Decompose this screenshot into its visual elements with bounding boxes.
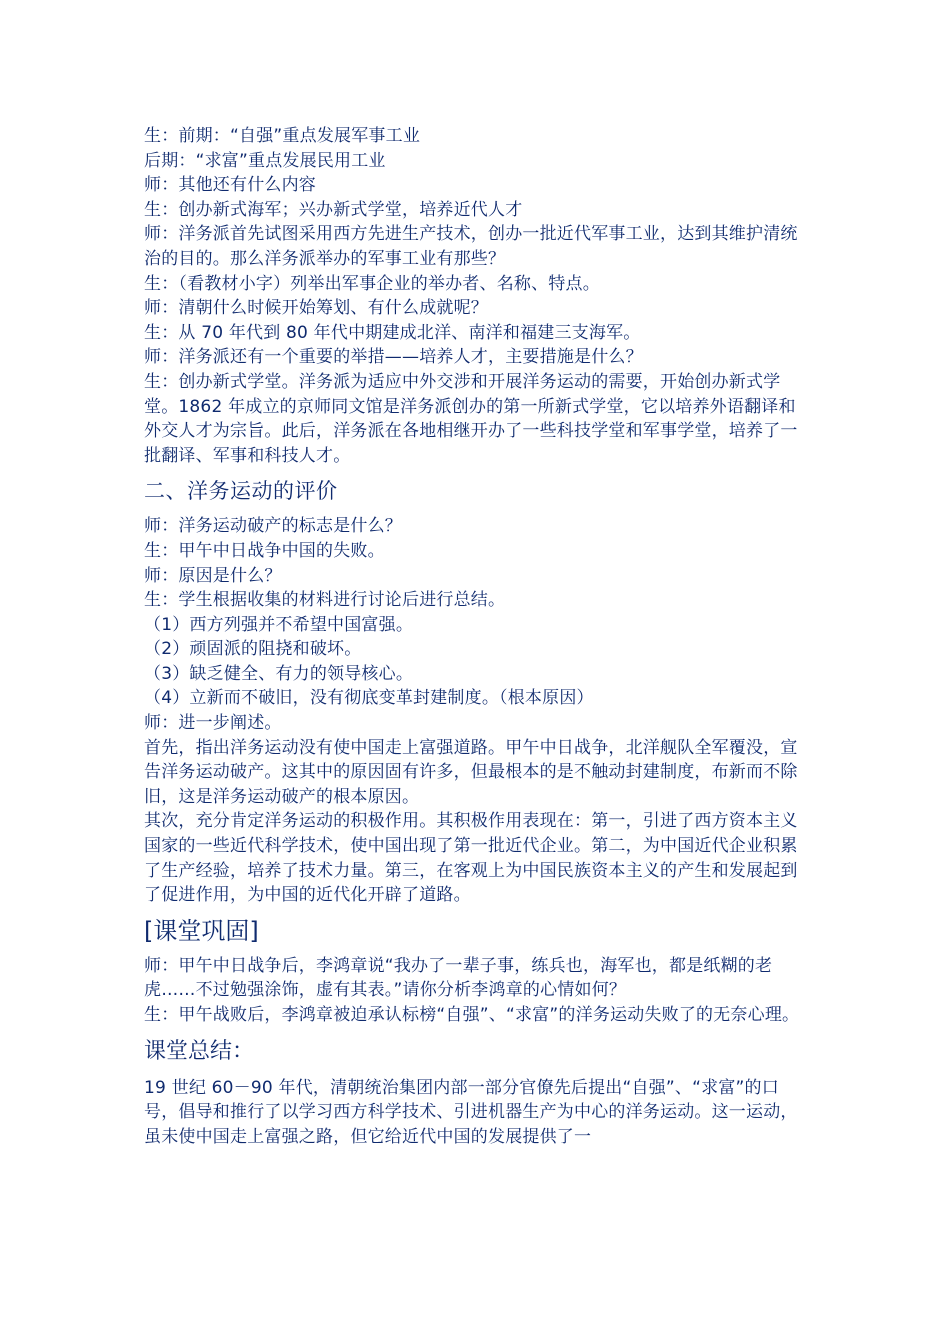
dialogue-line: 师：洋务派还有一个重要的举措——培养人才，主要措施是什么？ [144, 347, 643, 368]
paragraph: 其次，充分肯定洋务运动的积极作用。其积极作用表现在：第一，引进了西方资本主义国家的一些近代科学技术，使中国出现了第一批近代企业。第二，为中国近代企业积累了生产经验，培养了技术力量。第三，在客观上为中国民族资本主义的产生和发展起到了促进作用，为中国的近代化开辟了道路。 [144, 811, 798, 906]
dialogue-line: 师：洋务派首先试图采用西方先进生产技术，创办一批近代军事工业，达到其维护清统治的目的。那么洋务派举办的军事工业有那些？ [144, 224, 798, 269]
list-item: （4）立新而不破旧，没有彻底变革封建制度。（根本原因） [144, 688, 594, 709]
dialogue-line: 师：清朝什么时候开始筹划、有什么成就呢？ [144, 298, 488, 319]
dialogue-line: 师：甲午中日战争后，李鸿章说“我办了一辈子事，练兵也，海军也，都是纸糊的老虎……不过勉强涂饰，虚有其表。”请你分析李鸿章的心情如何？ [144, 955, 773, 1001]
section-heading-consolidation: [课堂巩固] [144, 916, 259, 945]
dialogue-line: 生：前期：“自强”重点发展军事工业 [144, 126, 421, 146]
section-heading-evaluation: 二、洋务运动的评价 [144, 479, 338, 504]
dialogue-line: 生：学生根据收集的材料进行讨论后进行总结。 [144, 590, 506, 611]
list-item: （2）顽固派的阻挠和破坏。 [144, 639, 362, 660]
dialogue-line: 师：原因是什么？ [144, 565, 282, 586]
dialogue-line: 生：创办新式学堂。洋务派为适应中外交涉和开展洋务运动的需要，开始创办新式学堂。1862 年成立的京师同文馆是洋务派创办的第一所新式学堂，它以培养外语翻译和外交人才为宗旨。此后，洋务派在各地相继开办了一些科技学堂和军事学堂，培养了一批翻译、军事和科技人才。 [144, 371, 798, 466]
dialogue-line: 生：创办新式海军；兴办新式学堂，培养近代人才 [144, 199, 523, 220]
dialogue-line: 生：甲午战败后，李鸿章被迫承认标榜“自强”、“求富”的洋务运动失败了的无奈心理。 [144, 1005, 800, 1025]
dialogue-line: 生：甲午中日战争中国的失败。 [144, 540, 385, 561]
dialogue-line: 后期：“求富”重点发展民用工业 [144, 150, 386, 171]
dialogue-line: 生：从 70 年代到 80 年代中期建成北洋、南洋和福建三支海军。 [144, 322, 641, 343]
section-heading-summary: 课堂总结： [144, 1038, 255, 1064]
dialogue-line: 师：进一步阐述。 [144, 713, 282, 734]
dialogue-line: 师：其他还有什么内容 [144, 175, 316, 196]
dialogue-line: 师：洋务运动破产的标志是什么？ [144, 516, 402, 537]
dialogue-line: 生：（看教材小字）列举出军事企业的举办者、名称、特点。 [144, 273, 600, 294]
document-page [144, 124, 804, 1149]
list-item: （3）缺乏健全、有力的领导核心。 [144, 663, 414, 684]
list-item: （1）西方列强并不希望中国富强。 [144, 614, 414, 635]
paragraph: 19 世纪 60－90 年代，清朝统治集团内部一部分官僚先后提出“自强”、“求富”的口号，倡导和推行了以学习西方科学技术、引进机器生产为中心的洋务运动。这一运动，虽未使中国走上富强之路，但它给近代中国的发展提供了一 [144, 1077, 798, 1147]
paragraph: 首先，指出洋务运动没有使中国走上富强道路。甲午中日战争，北洋舰队全军覆没，宣告洋务运动破产。这其中的原因固有许多，但最根本的是不触动封建制度，布新而不除旧，这是洋务运动破产的根本原因。 [144, 737, 798, 807]
